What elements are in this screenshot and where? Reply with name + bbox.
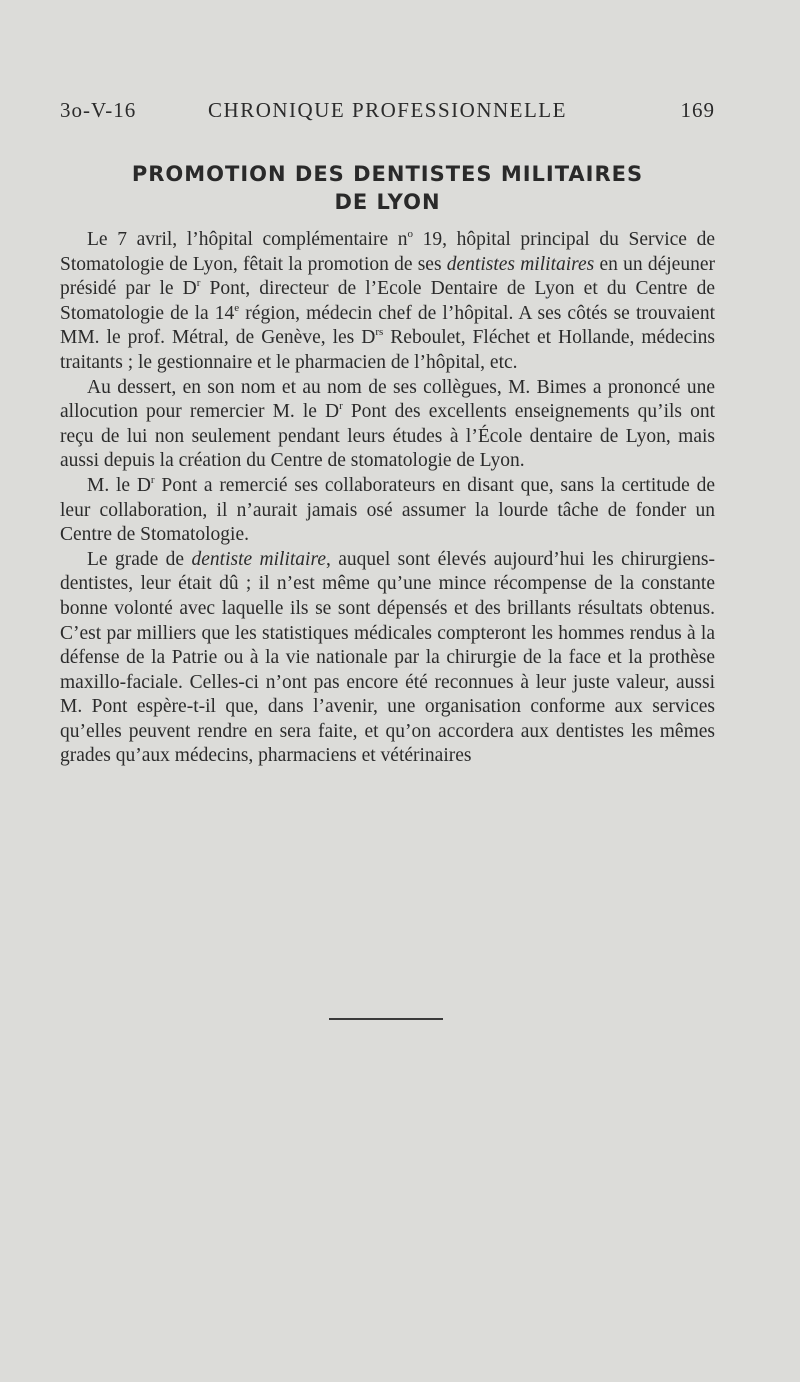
paragraph-1: Le 7 avril, l’hôpital complémentaire $n^o$ 19, hôpital principal du Service de Stomatologie de Lyon, fêtait la promotion de ses dentistes militaires en un déjeuner présidé par le $D^r$ Pont, directeur de l’Ecole Dentaire de Lyon et du Centre de Stomatologie de la 14e région, médecin chef de l’hôpital. A ses côtés se trouvaient MM. le prof. Métral, de Genève, les $D^{rs}$ Reboulet, Fléchet et Hollande, médecins traitants ; le gestionnaire et le pharmacien de l’hôpital, etc. [60,228,715,373]
running-header [60,98,715,128]
header-section: CHRONIQUE PROFESSIONNELLE [208,98,567,122]
paragraph-3: M. le $D^r$ Pont a remercié ses collaborateurs en disant que, sans la certitude de leur collaboration, il n’aurait jamais osé assumer la lourde tâche de fonder un Centre de Stomatologie. [60,473,715,546]
title-line-2: DE LYON [334,190,441,214]
page-number: 169 [680,98,715,122]
paragraph-2: Au dessert, en son nom et au nom de ses collègues, M. Bimes a prononcé une allocution pour remercier M. le $D^r$ Pont des excellents enseignements qu’ils ont reçu de lui non seulement pendant leurs études à l’École dentaire de Lyon, mais aussi depuis la création du Centre de stomatologie de Lyon. [60,376,715,472]
article-title [60,160,715,216]
article-body [60,228,715,769]
header-date: 3o-V-16 [60,98,137,122]
end-rule-divider [329,1018,443,1020]
title-line-1: PROMOTION DES DENTISTES MILITAIRES [131,162,644,186]
paragraph-4: Le grade de dentiste militaire, auquel sont élevés aujourd’hui les chirurgiens-dentistes, leur était dû ; il n’est même qu’une mince récompense de la constante bonne volonté avec laquelle ils se sont dépensés et des brillants résultats obtenus. C’est par milliers que les statistiques médicales compteront les hommes rendus à la défense de la Patrie ou à la vie nationale par la chirurgie de la face et la prothèse maxillo-faciale. Celles-ci n’ont pas encore été reconnues à leur juste valeur, aussi M. Pont espère-t-il que, dans l’avenir, une organisation conforme aux services qu’elles peuvent rendre en sera faite, et qu’on accordera aux dentistes les mêmes grades qu’aux médecins, pharmaciens et vétérinaires [60,548,716,767]
